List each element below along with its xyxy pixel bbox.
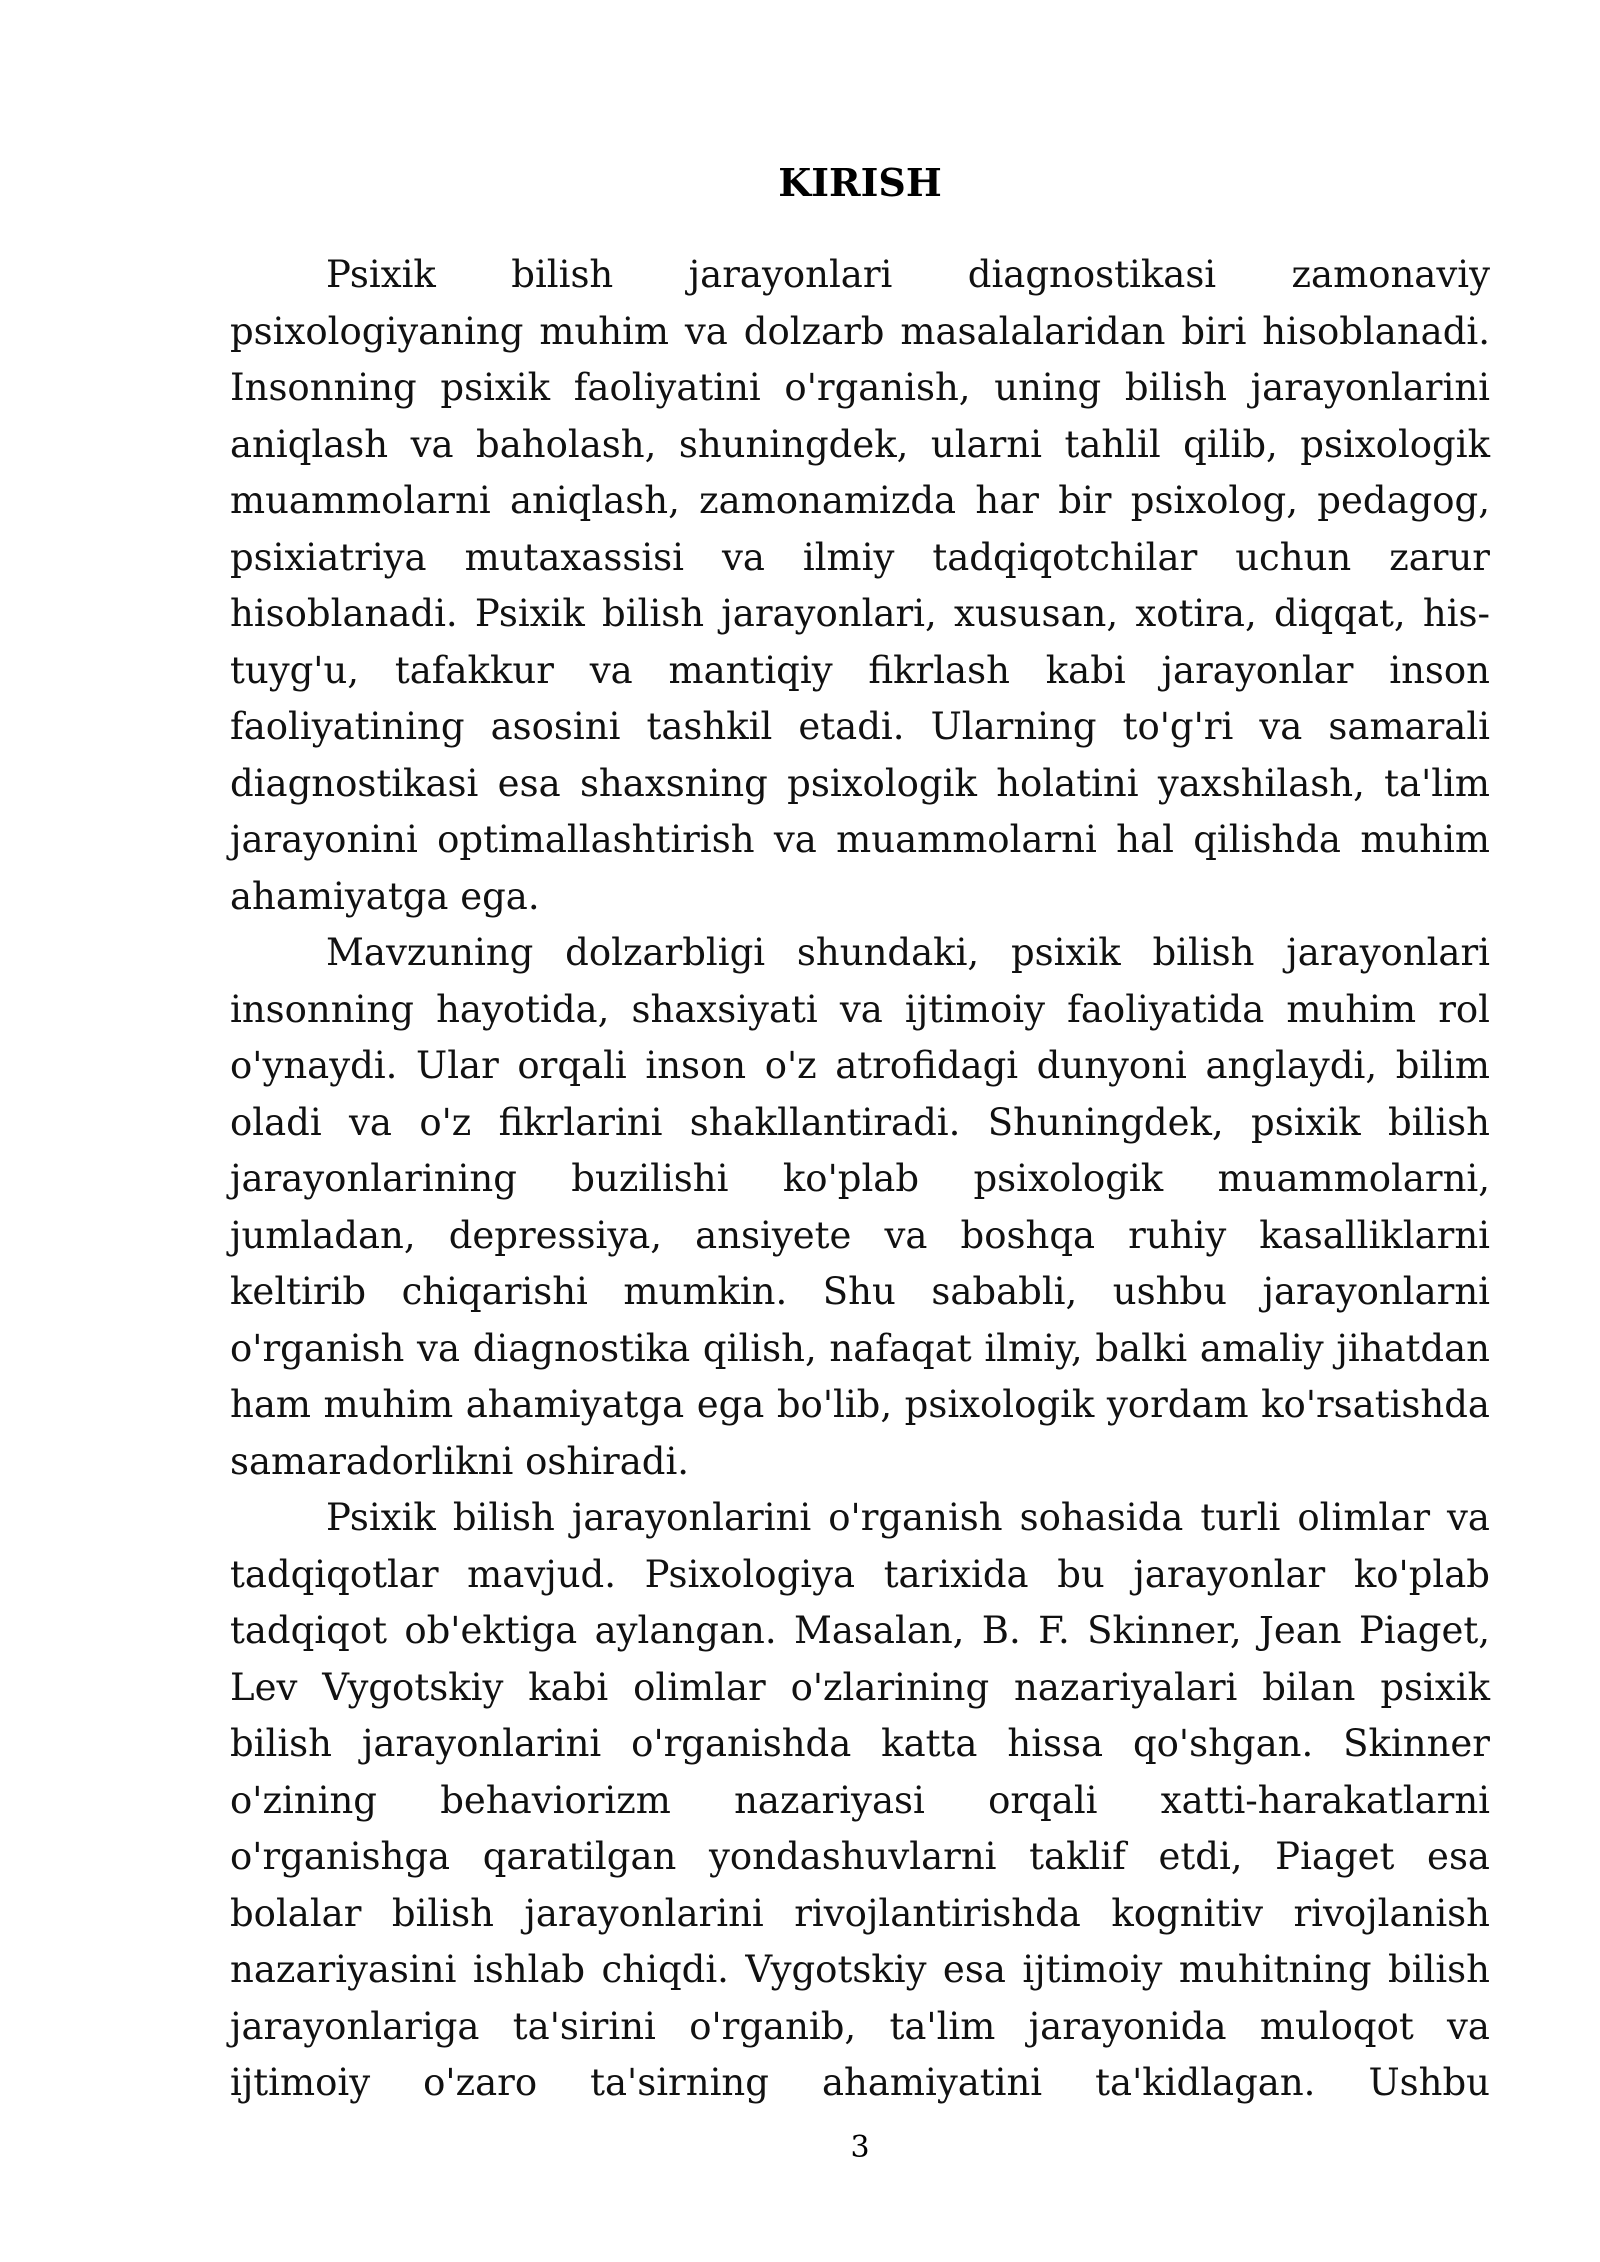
paragraph-research: Psixik bilish jarayonlarini o'rganish sohasida turli olimlar va tadqiqotlar mavjud. Psixologiya tarixida bu jarayonlar ko'plab tadqiqot ob'ektiga aylangan. Masalan, B. F. Skinner, Jean Piaget, Lev Vygotskiy kabi olimlar o'zlarining nazariyalari bilan psixik bilish jarayonlarini o'rganishda katta hissa qo'shgan. Skinner o'zining behaviorizm nazariyasi orqali xatti-harakatlarni o'rganishga qaratilgan yondashuvlarni taklif etdi, Piaget esa bolalar bilish jarayonlarini rivojlantirishda kognitiv rivojlanish nazariyasini ishlab chiqdi. Vygotskiy esa ijtimoiy muhitning bilish jarayonlariga ta'sirini o'rganib, ta'lim jarayonida muloqot va ijtimoiy o'zaro ta'sirning ahamiyatini ta'kidlagan. Ushbu xyxy=(230,1496,1490,2104)
paragraph-relevance: Mavzuning dolzarbligi shundaki, psixik bilish jarayonlari insonning hayotida, shaxsiyati va ijtimoiy faoliyatida muhim rol o'ynaydi. Ular orqali inson o'z atrofidagi dunyoni anglaydi, bilim oladi va o'z fikrlarini shakllantiradi. Shuningdek, psixik bilish jarayonlarining buzilishi ko'plab psixologik muammolarni, jumladan, depressiya, ansiyete va boshqa ruhiy kasalliklarni keltirib chiqarishi mumkin. Shu sababli, ushbu jarayonlarni o'rganish va diagnostika qilish, nafaqat ilmiy, balki amaliy jihatdan ham muhim ahamiyatga ega bo'lib, psixologik yordam ko'rsatishda samaradorlikni oshiradi. xyxy=(230,931,1490,1483)
body-text xyxy=(230,247,1490,2112)
page-number: 3 xyxy=(850,2130,870,2165)
section-title: KIRISH xyxy=(778,160,942,205)
paragraph-intro: Psixik bilish jarayonlari diagnostikasi zamonaviy psixologiyaning muhim va dolzarb masalalaridan biri hisoblanadi. Insonning psixik faoliyatini o'rganish, uning bilish jarayonlarini aniqlash va baholash, shuningdek, ularni tahlil qilib, psixologik muammolarni aniqlash, zamonamizda har bir psixolog, pedagog, psixiatriya mutaxassisi va ilmiy tadqiqotchilar uchun zarur hisoblanadi. Psixik bilish jarayonlari, xususan, xotira, diqqat, his-tuyg'u, tafakkur va mantiqiy fikrlash kabi jarayonlar inson faoliyatining asosini tashkil etadi. Ularning to'g'ri va samarali diagnostikasi esa shaxsning psixologik holatini yaxshilash, ta'lim jarayonini optimallashtirish va muammolarni hal qilishda muhim ahamiyatga ega. xyxy=(230,253,1490,918)
